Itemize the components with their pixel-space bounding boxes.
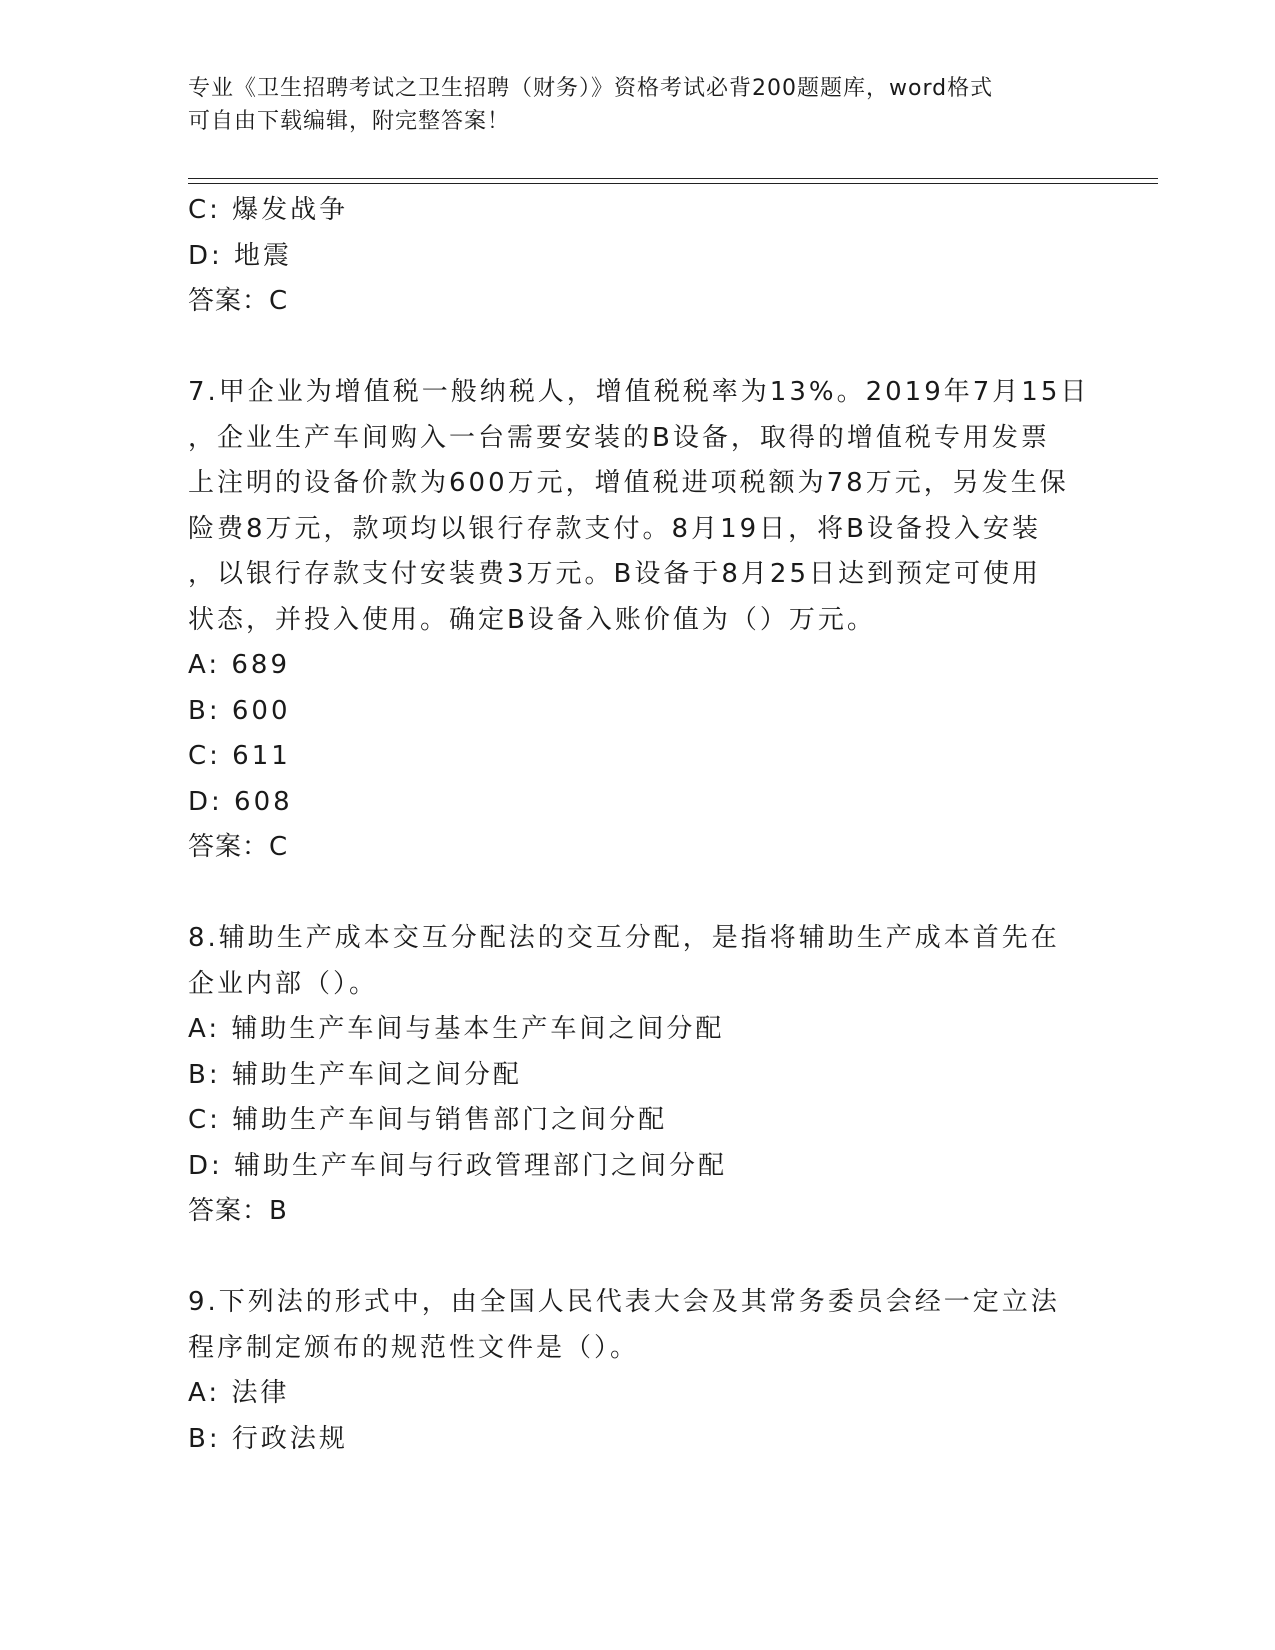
question-text-line: 状态，并投入使用。确定B设备入账价值为（）万元。 (188, 604, 876, 635)
option-b: B: 辅助生产车间之间分配 (188, 1059, 522, 1090)
option-a: A: 689 (188, 650, 290, 680)
answer: 答案：B (188, 1196, 288, 1226)
spacer (188, 325, 1088, 371)
option-a: A: 辅助生产车间与基本生产车间之间分配 (188, 1014, 725, 1044)
question-text-line: 上注明的设备价款为600万元，增值税进项税额为78万元，另发生保 (188, 468, 1069, 498)
question-9 (188, 1280, 1088, 1462)
option-b: B: 600 (188, 695, 291, 726)
option-c: C: 611 (188, 741, 291, 771)
question-text-line: ，以银行存款支付安装费3万元。B设备于8月25日达到预定可使用 (188, 559, 1042, 589)
question-text-line: 企业内部（）。 (188, 968, 379, 999)
question-8 (188, 916, 1088, 1235)
header-line-2: 可自由下载编辑，附完整答案！ (188, 109, 511, 134)
header-divider-top (188, 178, 1158, 179)
option-a: A: 法律 (188, 1378, 290, 1408)
option-c: C: 爆发战争 (188, 195, 349, 225)
question-text-line: ，企业生产车间购入一台需要安装的B设备，取得的增值税专用发票 (188, 422, 1050, 453)
header-divider-bottom (188, 183, 1158, 184)
header-line-1: 专业《卫生招聘考试之卫生招聘（财务）》资格考试必背200题题库，word格式 (188, 76, 994, 101)
question-text-line: 7.甲企业为增值税一般纳税人，增值税税率为13%。2019年7月15日 (188, 377, 1090, 407)
answer: 答案：C (188, 286, 289, 316)
question-7 (188, 370, 1088, 871)
document-body (188, 188, 1088, 1462)
page-header (188, 72, 1068, 138)
option-d: D: 608 (188, 786, 293, 817)
question-text-line: 程序制定颁布的规范性文件是（）。 (188, 1332, 640, 1363)
spacer (188, 1235, 1088, 1281)
option-d: D: 地震 (188, 240, 293, 271)
spacer (188, 871, 1088, 917)
question-text-line: 8.辅助生产成本交互分配法的交互分配，是指将辅助生产成本首先在 (188, 923, 1060, 953)
answer: 答案：C (188, 832, 289, 862)
question-text-line: 9.下列法的形式中，由全国人民代表大会及其常务委员会经一定立法 (188, 1287, 1060, 1317)
option-c: C: 辅助生产车间与销售部门之间分配 (188, 1105, 668, 1135)
question-text-line: 险费8万元，款项均以银行存款支付。8月19日，将B设备投入安装 (188, 513, 1042, 544)
option-b: B: 行政法规 (188, 1423, 348, 1454)
option-d: D: 辅助生产车间与行政管理部门之间分配 (188, 1150, 728, 1181)
question-6-tail (188, 188, 1088, 325)
